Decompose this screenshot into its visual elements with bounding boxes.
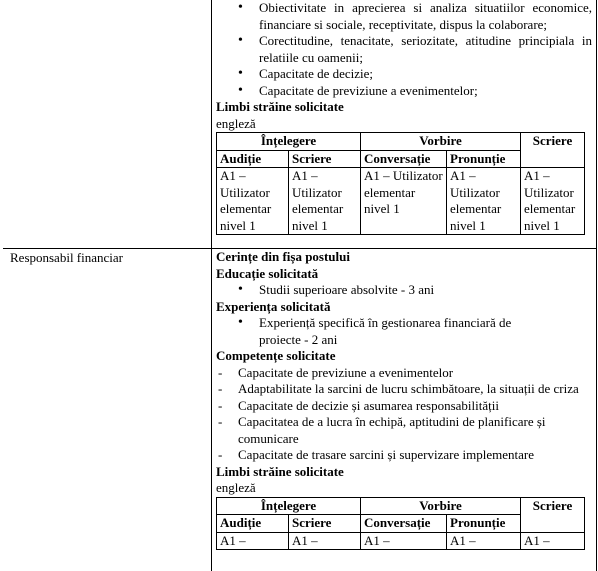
level-cell: A1 – Utilizator elementar nivel 1 [447, 168, 521, 235]
competences-list [216, 365, 592, 464]
header-vorbire: Vorbire [361, 497, 521, 515]
level-cell: A1 – Utilizator elementar nivel 1 [289, 168, 361, 235]
header-scriere: Scriere [521, 133, 585, 168]
row2-requirements-cell [216, 249, 592, 550]
level-cell: A1 – [361, 532, 447, 550]
list-item: • Capacitate de decizie; [216, 66, 592, 83]
level-cell: A1 – Utilizator elementar nivel 1 [521, 168, 585, 235]
level-cell: A1 – Utilizator elementar nivel 1 [361, 168, 447, 235]
language-name: engleză [216, 115, 256, 131]
education-list [216, 282, 592, 299]
top-competence-list [216, 0, 592, 99]
list-item: • Capacitate de previziune a evenimentelor; [216, 83, 592, 100]
language-level-table [216, 497, 585, 551]
list-item: - Adaptabilitate la sarcini de lucru schimbătoare, la situații de criza [216, 381, 592, 398]
education-heading: Educație solicitată [216, 265, 319, 281]
subheader-conversatie: Conversație [361, 515, 447, 533]
list-item: - Capacitate de trasare sarcini și supervizare implementare [216, 447, 592, 464]
subheader-pronuntie: Pronunție [447, 515, 521, 533]
level-cell: A1 – [217, 532, 289, 550]
language-level-table [216, 132, 585, 235]
subheader-scriere: Scriere [289, 515, 361, 533]
list-item: - Capacitatea de a lucra în echipă, aptitudini de planificare și comunicare [216, 414, 592, 447]
competences-heading: Competențe solicitate [216, 348, 336, 363]
requirements-heading: Cerințe din fișa postului [216, 249, 350, 264]
subheader-scriere: Scriere [289, 150, 361, 168]
languages-heading: Limbi străine solicitate [216, 99, 344, 114]
header-intelegere: Înțelegere [217, 133, 361, 151]
level-cell: A1 – [289, 532, 361, 550]
level-cell: A1 – [447, 532, 521, 550]
list-item: - Capacitate de decizie și asumarea responsabilității [216, 398, 592, 415]
subheader-audiție: Audiție [217, 150, 289, 168]
experience-heading: Experiența solicitată [216, 298, 331, 314]
list-item: • Obiectivitate in aprecierea si analiza situatiilor economice, financiare si sociale, receptivitate, dispus la colaborare; [216, 0, 592, 33]
position-title: Responsabil financiar [10, 250, 123, 265]
header-vorbire: Vorbire [361, 133, 521, 151]
subheader-pronuntie: Pronunție [447, 150, 521, 168]
column-divider [211, 0, 212, 571]
list-item: • Experiență specifică în gestionarea financiară de proiecte - 2 ani [216, 315, 592, 348]
languages-heading: Limbi străine solicitate [216, 463, 344, 479]
level-cell: A1 – [521, 532, 585, 550]
subheader-conversatie: Conversație [361, 150, 447, 168]
level-cell: A1 – Utilizator elementar nivel 1 [217, 168, 289, 235]
subheader-audiție: Audiție [217, 515, 289, 533]
list-item: • Corectitudine, tenacitate, seriozitate, atitudine principiala in relatiile cu oamenii; [216, 33, 592, 66]
top-requirements-cell [216, 0, 592, 235]
list-item: - Capacitate de previziune a evenimentelor [216, 365, 592, 382]
header-intelegere: Înțelegere [217, 497, 361, 515]
list-item: • Studii superioare absolvite - 3 ani [216, 282, 592, 299]
experience-list [216, 315, 592, 348]
language-name: engleză [216, 480, 256, 495]
header-scriere: Scriere [521, 497, 585, 532]
